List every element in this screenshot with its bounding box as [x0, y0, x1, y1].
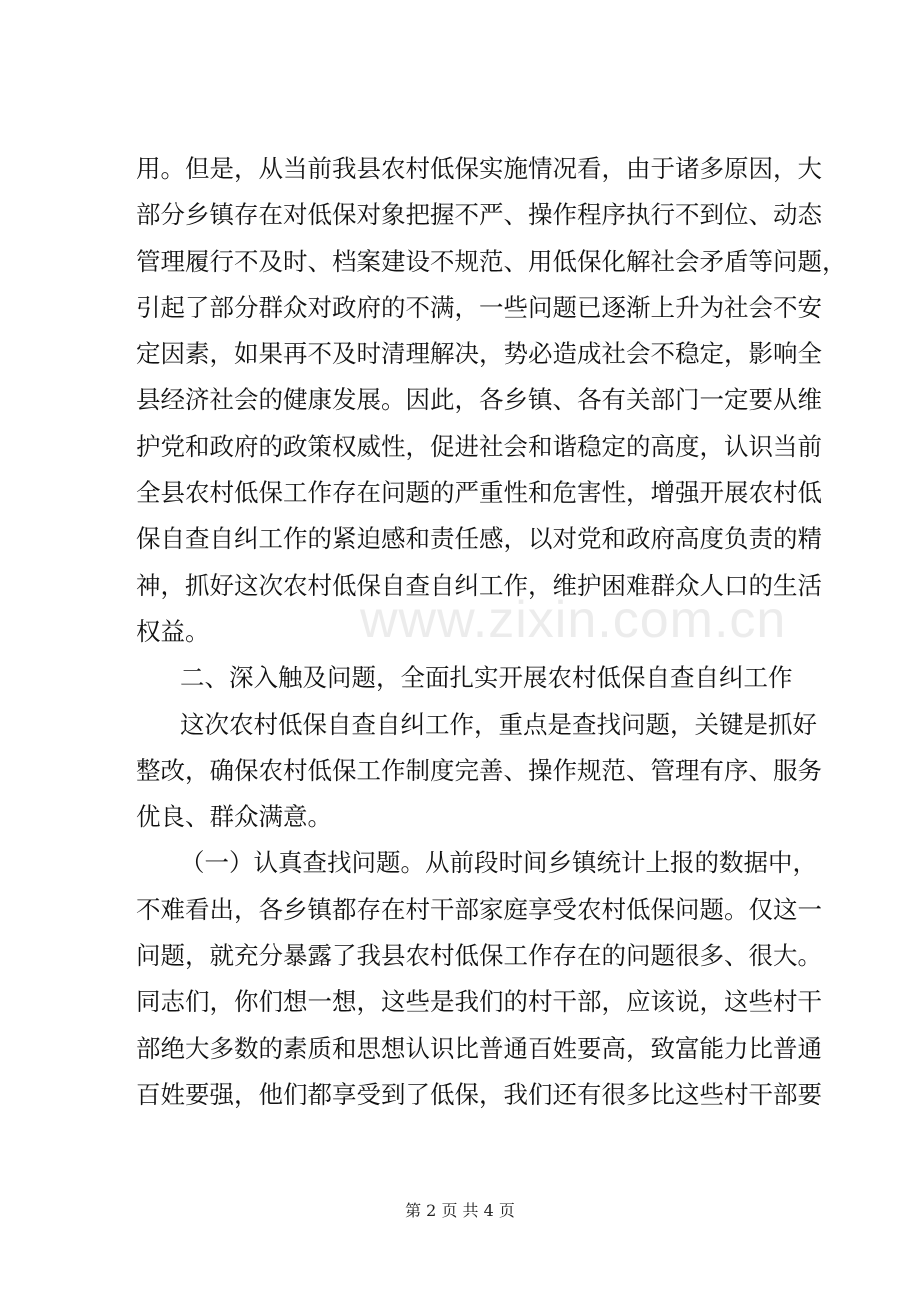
text-line: 神，抓好这次农村低保自查自纠工作，维护困难群众人口的生活 — [136, 570, 822, 600]
paragraph-end-line: 优良、群众满意。 — [136, 802, 332, 832]
page-footer: 第 2 页 共 4 页 — [405, 1201, 515, 1220]
text-line: 不难看出，各乡镇都存在村干部家庭享受农村低保问题。仅这一 — [136, 894, 822, 924]
section-heading: 二、深入触及问题，全面扎实开展农村低保自查自纠工作 — [180, 663, 793, 693]
text-line: 护党和政府的政策权威性，促进社会和谐稳定的高度，认识当前 — [136, 431, 822, 461]
text-line: 整改，确保农村低保工作制度完善、操作规范、管理有序、服务 — [136, 755, 822, 785]
text-line: 百姓要强，他们都享受到了低保，我们还有很多比这些村干部要 — [136, 1079, 822, 1109]
text-line: 问题，就充分暴露了我县农村低保工作存在的问题很多、很大。 — [136, 941, 822, 971]
paragraph-first-line: （一）认真查找问题。从前段时间乡镇统计上报的数据中， — [180, 848, 817, 878]
text-line: 县经济社会的健康发展。因此，各乡镇、各有关部门一定要从维 — [136, 385, 822, 415]
watermark: www.zixin.com.cn — [360, 591, 787, 649]
body-text — [136, 146, 847, 1118]
text-line: 定因素，如果再不及时清理解决，势必造成社会不稳定，影响全 — [136, 339, 822, 369]
text-line: 同志们，你们想一想，这些是我们的村干部，应该说，这些村干 — [136, 987, 822, 1017]
paragraph-first-line: 这次农村低保自查自纠工作，重点是查找问题，关键是抓好 — [180, 709, 817, 739]
paragraph-end-line: 权益。 — [136, 616, 210, 646]
text-line: 引起了部分群众对政府的不满，一些问题已逐渐上升为社会不安 — [136, 292, 822, 322]
text-line: 管理履行不及时、档案建设不规范、用低保化解社会矛盾等问题， — [136, 246, 847, 276]
text-line: 部分乡镇存在对低保对象把握不严、操作程序执行不到位、动态 — [136, 200, 822, 230]
text-line: 保自查自纠工作的紧迫感和责任感，以对党和政府高度负责的精 — [136, 524, 822, 554]
text-line: 用。但是，从当前我县农村低保实施情况看，由于诸多原因，大 — [136, 154, 822, 183]
text-line: 全县农村低保工作存在问题的严重性和危害性，增强开展农村低 — [136, 478, 822, 508]
text-line: 部绝大多数的素质和思想认识比普通百姓要高，致富能力比普通 — [136, 1033, 822, 1063]
